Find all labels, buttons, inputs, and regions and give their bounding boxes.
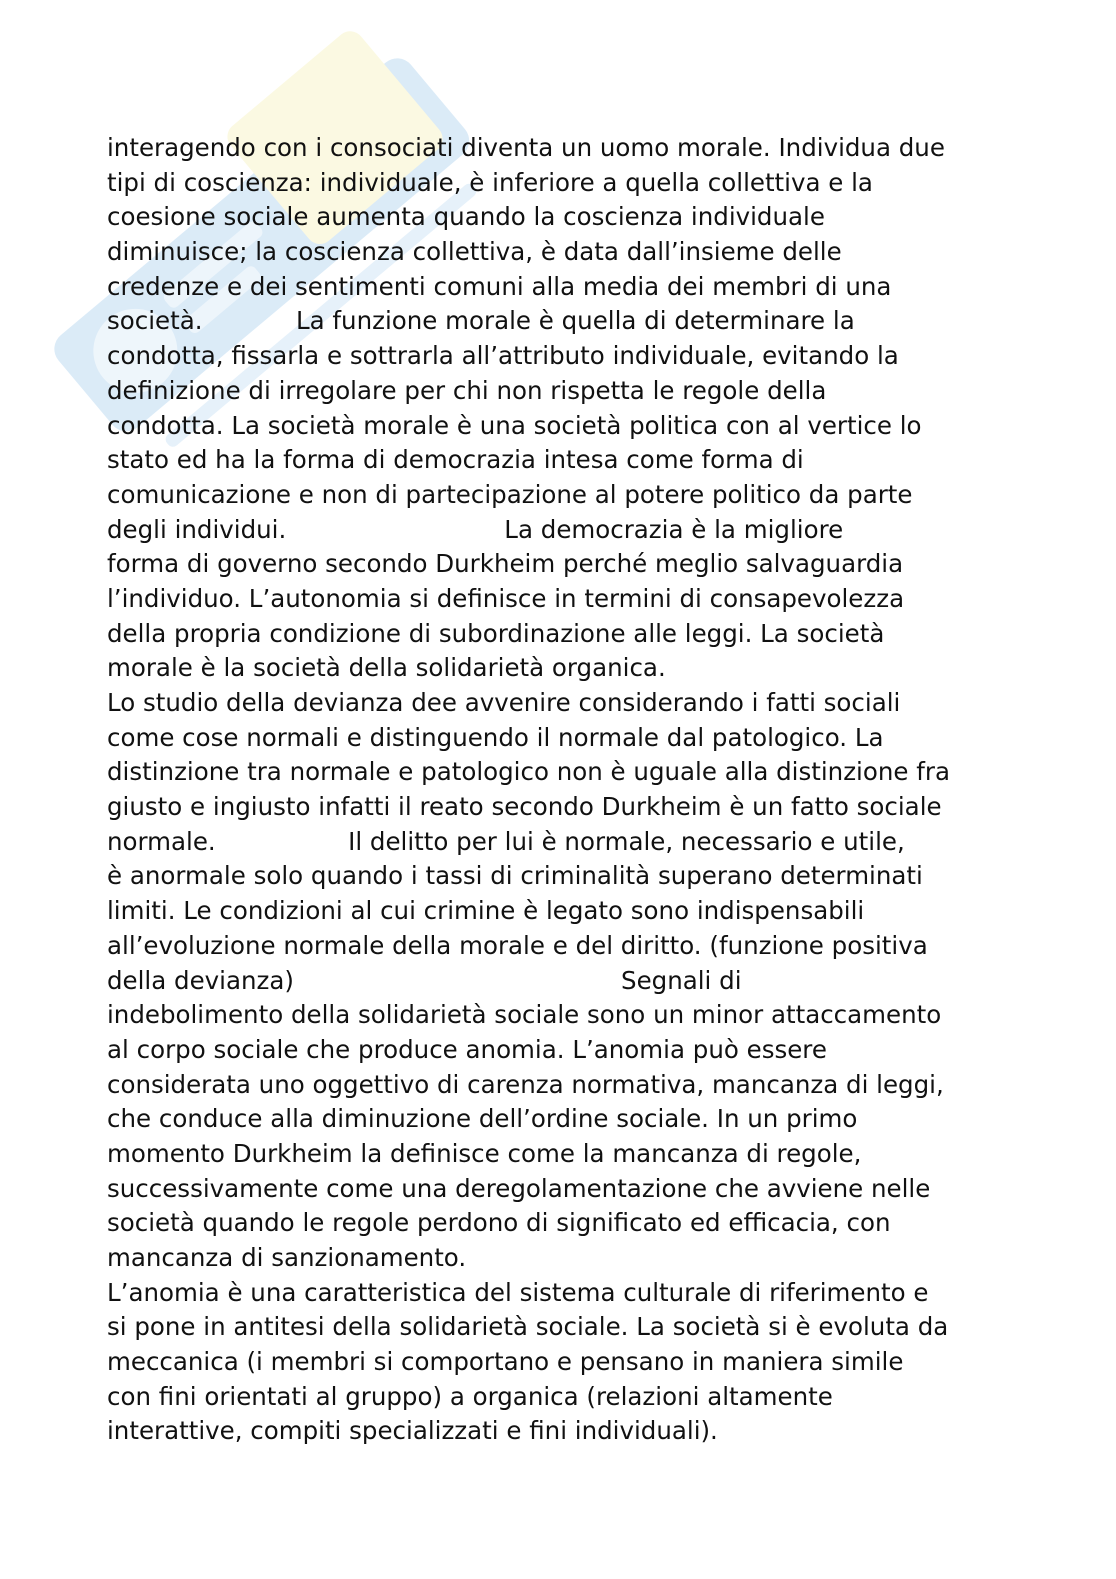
text-line: si pone in antitesi della solidarietà sociale. La società si è evoluta da	[107, 1312, 949, 1342]
text-line: condotta, fissarla e sottrarla all’attributo individuale, evitando la	[107, 341, 899, 371]
text-line: forma di governo secondo Durkheim perché meglio salvaguardia	[107, 549, 904, 579]
text-line: considerata uno oggettivo di carenza normativa, mancanza di leggi,	[107, 1069, 944, 1099]
text-line: stato ed ha la forma di democrazia intesa come forma di	[107, 445, 804, 475]
document-body	[107, 131, 1027, 1449]
text-line: normale. Il delitto per lui è normale, necessario e utile,	[107, 826, 905, 856]
text-line: giusto e ingiusto infatti il reato secondo Durkheim è un fatto sociale	[107, 792, 942, 822]
text-line: è anormale solo quando i tassi di criminalità superano determinati	[107, 861, 923, 891]
text-line: distinzione tra normale e patologico non è uguale alla distinzione fra	[107, 757, 950, 787]
text-line: con fini orientati al gruppo) a organica (relazioni altamente	[107, 1381, 833, 1411]
text-line: mancanza di sanzionamento.	[107, 1243, 467, 1272]
text-line: L’anomia è una caratteristica del sistema culturale di riferimento e	[107, 1277, 929, 1307]
text-line: interattive, compiti specializzati e fini individuali).	[107, 1416, 718, 1446]
text-line: comunicazione e non di partecipazione al potere politico da parte	[107, 479, 913, 509]
text-line: indebolimento della solidarietà sociale sono un minor attaccamento	[107, 1000, 942, 1030]
text-line: momento Durkheim la definisce come la mancanza di regole,	[107, 1138, 862, 1168]
text-line: definizione di irregolare per chi non rispetta le regole della	[107, 375, 827, 405]
text-line: credenze e dei sentimenti comuni alla media dei membri di una	[107, 271, 892, 301]
text-line: come cose normali e distinguendo il normale dal patologico. La	[107, 722, 884, 752]
text-line: della propria condizione di subordinazione alle leggi. La società	[107, 618, 885, 648]
text-line: degli individui. La democrazia è la migliore	[107, 514, 844, 544]
text-line: condotta. La società morale è una società politica con al vertice lo	[107, 410, 922, 440]
text-line: Lo studio della devianza dee avvenire considerando i fatti sociali	[107, 688, 901, 717]
text-line: che conduce alla diminuzione dell’ordine sociale. In un primo	[107, 1104, 858, 1134]
text-line: all’evoluzione normale della morale e del diritto. (funzione positiva	[107, 930, 928, 960]
text-line: coesione sociale aumenta quando la coscienza individuale	[107, 202, 825, 232]
text-line: limiti. Le condizioni al cui crimine è legato sono indispensabili	[107, 896, 865, 926]
text-line: meccanica (i membri si comportano e pensano in maniera simile	[107, 1347, 904, 1377]
text-line: interagendo con i consociati diventa un uomo morale. Individua due	[107, 133, 945, 162]
text-line: al corpo sociale che produce anomia. L’anomia può essere	[107, 1034, 827, 1064]
text-line: successivamente come una deregolamentazione che avviene nelle	[107, 1173, 931, 1203]
text-line: della devianza) Segnali di	[107, 965, 742, 995]
text-line: società quando le regole perdono di significato ed efficacia, con	[107, 1208, 891, 1238]
text-line: tipi di coscienza: individuale, è inferiore a quella collettiva e la	[107, 167, 873, 197]
text-line: società. La funzione morale è quella di determinare la	[107, 306, 855, 336]
text-line: diminuisce; la coscienza collettiva, è data dall’insieme delle	[107, 237, 842, 267]
text-line: l’individuo. L’autonomia si definisce in termini di consapevolezza	[107, 583, 905, 613]
text-line: morale è la società della solidarietà organica.	[107, 653, 666, 683]
